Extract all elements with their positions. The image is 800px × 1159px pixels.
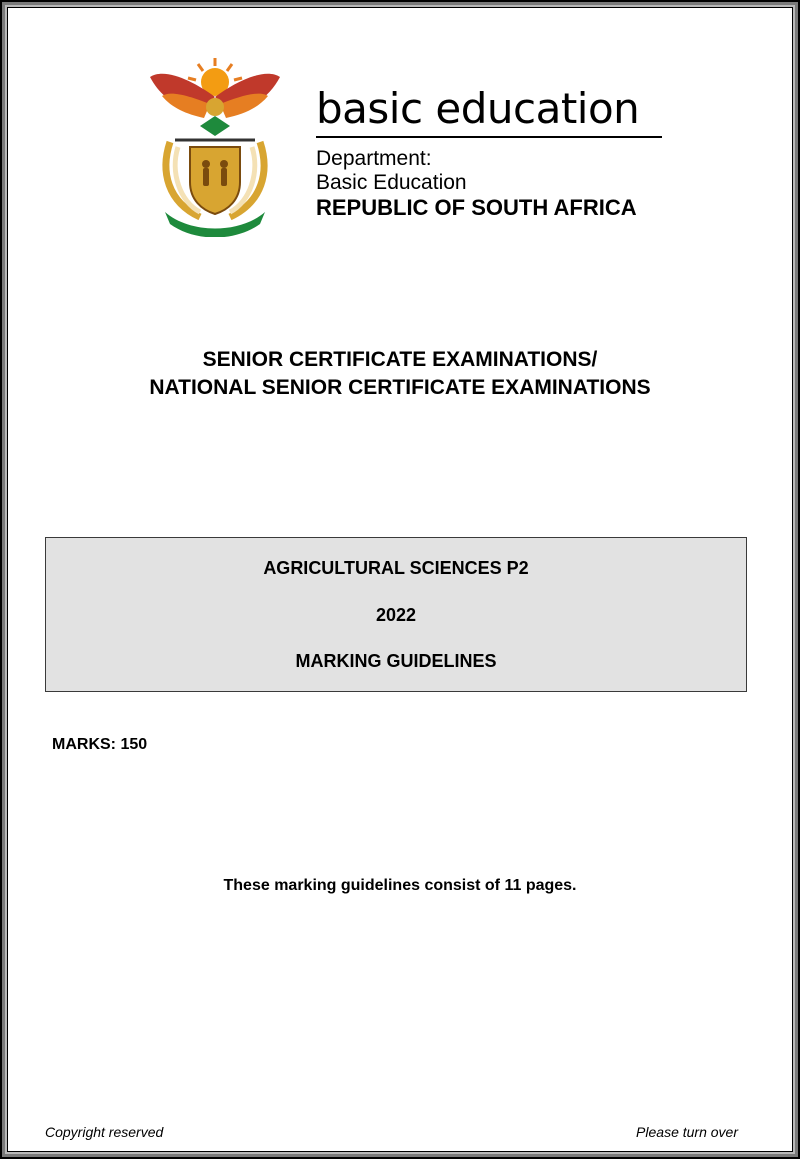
exam-heading bbox=[0, 346, 800, 402]
document-type: MARKING GUIDELINES bbox=[295, 651, 497, 671]
exam-heading-line-2: NATIONAL SENIOR CERTIFICATE EXAMINATIONS bbox=[149, 376, 651, 399]
department-name: Basic Education bbox=[316, 171, 467, 194]
footer-copyright: Copyright reserved bbox=[45, 1124, 164, 1140]
footer-turn-over: Please turn over bbox=[636, 1124, 738, 1140]
brand-divider bbox=[316, 136, 662, 138]
department-branding bbox=[316, 84, 666, 220]
exam-heading-line-1: SENIOR CERTIFICATE EXAMINATIONS/ bbox=[202, 348, 598, 371]
subject-title: AGRICULTURAL SCIENCES P2 bbox=[263, 558, 529, 578]
brand-title: basic education bbox=[316, 84, 640, 133]
country-name: REPUBLIC OF SOUTH AFRICA bbox=[316, 195, 637, 220]
page-count-note: These marking guidelines consist of 11 pages. bbox=[223, 877, 577, 894]
total-marks: MARKS: 150 bbox=[52, 736, 148, 753]
coat-of-arms-logo bbox=[140, 52, 290, 237]
subject-title-box bbox=[45, 537, 747, 692]
department-label: Department: bbox=[316, 147, 432, 170]
exam-year: 2022 bbox=[375, 605, 417, 625]
